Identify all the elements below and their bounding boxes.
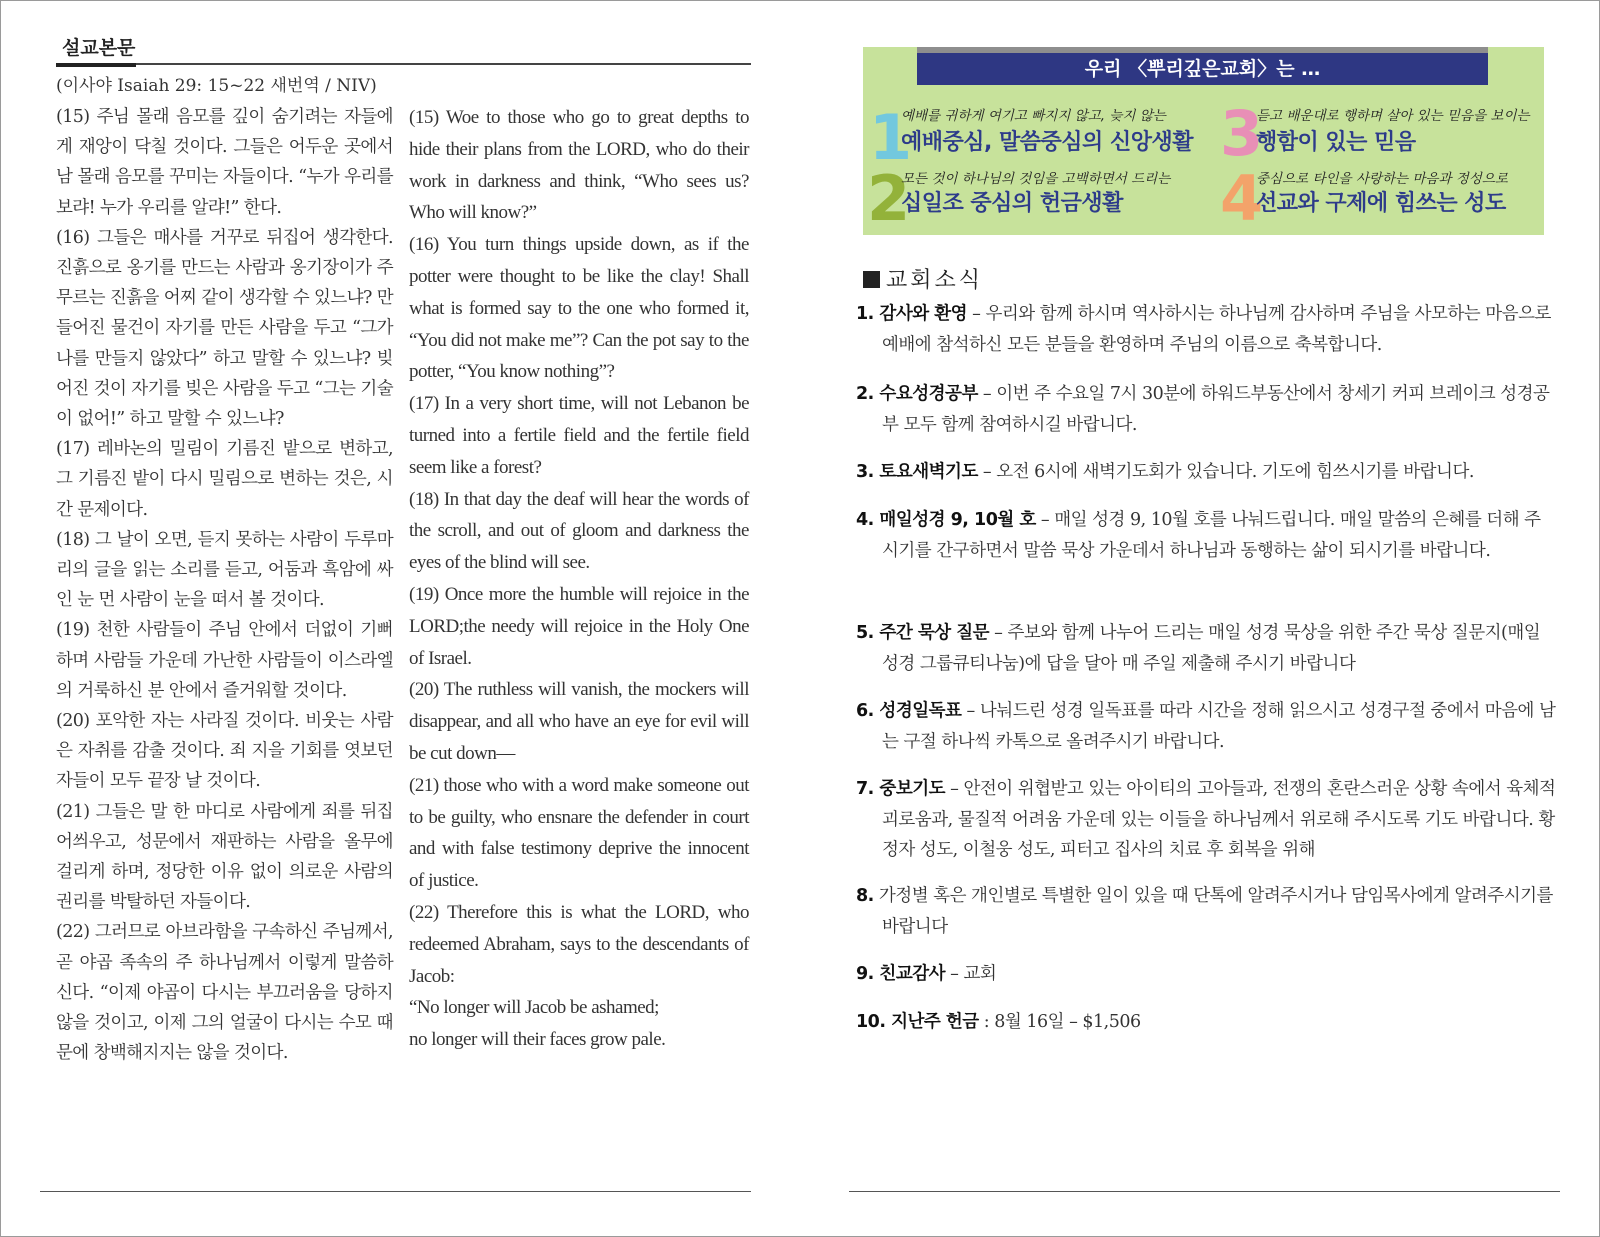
vision-headline: 예배중심, 말씀중심의 신앙생활: [901, 130, 1193, 155]
english-verse: (21) those who with a word make someone out to be guilty, who ensnare the defender in court and with false testimony deprive the innocent of justice.: [409, 774, 749, 892]
news-text: 오전 6시에 새벽기도회가 있습니다. 기도에 힘쓰시기를 바랍니다.: [996, 462, 1474, 482]
news-item: [856, 379, 1556, 440]
news-label: 1. 감사와 환영: [856, 304, 968, 324]
news-label: 8.: [856, 886, 874, 906]
english-verse: (17) In a very short time, will not Lebanon be turned into a fertile field and the fertile field seem like a forest?: [409, 393, 749, 478]
news-label: 4. 매일성경 9, 10월 호: [856, 510, 1036, 530]
news-sep: –: [961, 701, 980, 721]
news-text: 교회: [963, 964, 997, 984]
news-text: 우리와 함께 하시며 역사하시는 하나님께 감사하며 주님을 사모하는 마음으로 예배에 참석하신 모든 분들을 환영하며 주님의 이름으로 축복합니다.: [882, 304, 1551, 355]
korean-verse: (19) 천한 사람들이 주님 안에서 더없이 기뻐하며 사람들 가운데 가난한 사람들이 이스라엘의 거룩하신 분 안에서 즐거워할 것이다.: [56, 620, 393, 701]
news-text: 가정별 혹은 개인별로 특별한 일이 있을 때 단톡에 알려주시거나 담임목사에게 알려주시기를 바랍니다: [878, 886, 1553, 937]
news-item: [856, 505, 1556, 566]
korean-verse: (17) 레바논의 밀림이 기름진 밭으로 변하고, 그 기름진 밭이 다시 밀림으로 변하는 것은, 시간 문제이다.: [56, 439, 393, 520]
news-text: 매일 성경 9, 10월 호를 나눠드립니다. 매일 말씀의 은혜를 더해 주시기를 간구하면서 말씀 묵상 가운데서 하나님과 동행하는 삶이 되시기를 바랍니다.: [882, 510, 1541, 561]
news-text: 안전이 위협받고 있는 아이티의 고아들과, 전쟁의 혼란스러운 상황 속에서 육체적 괴로움과, 물질적 어려움 가운데 있는 이들을 하나님께서 위로해 주시도록 기도 바랍니다. 황정자 성도, 이철웅 성도, 피터고 집사의 치료 후 회복을 위해: [882, 779, 1556, 860]
news-label: 10. 지난주 헌금: [856, 1012, 979, 1032]
english-verse: (19) Once more the humble will rejoice in the LORD;the needy will rejoice in the Holy One of Israel.: [409, 583, 749, 669]
english-verse: (22) Therefore this is what the LORD, who redeemed Abraham, says to the descendants of Jacob:: [409, 901, 749, 987]
korean-verse: (18) 그 날이 오면, 듣지 못하는 사람이 두루마리의 글을 읽는 소리를 듣고, 어둠과 흑암에 싸인 눈 먼 사람이 눈을 떠서 볼 것이다.: [56, 529, 393, 611]
korean-verse: (21) 그들은 말 한 마디로 사람에게 죄를 뒤집어씌우고, 성문에서 재판하는 사람을 올무에 걸리게 하며, 정당한 이유 없이 의로운 사람의 권리를 박탈하던 자들이다.: [56, 801, 393, 913]
news-sep: –: [967, 304, 986, 324]
square-bullet-icon: [863, 271, 880, 288]
vision-headline: 십일조 중심의 헌금생활: [901, 191, 1123, 216]
news-sep: –: [945, 779, 964, 799]
news-sep: –: [1035, 510, 1055, 530]
korean-verse: (15) 주님 몰래 음모를 깊이 숨기려는 자들에게 재앙이 닥칠 것이다. 그들은 어두운 곳에서 남 몰래 음모를 꾸미는 자들이다. “누가 우리를 보랴! 누가 우리를 알랴!” 한다.: [56, 107, 393, 218]
news-item: [856, 618, 1556, 679]
english-verse: (16) You turn things upside down, as if the potter were thought to be like the clay! Shall what is formed say to the one who formed it, “You did not make me”? Can the pot say to the potter, “You know nothing”?: [409, 234, 749, 383]
news-label: 2. 수요성경공부: [856, 384, 978, 404]
banner-title: 우리 〈뿌리깊은교회〉는 …: [917, 47, 1488, 85]
english-verse: no longer will their faces grow pale.: [409, 1029, 666, 1051]
vision-headline: 행함이 있는 믿음: [1256, 130, 1416, 155]
vision-number: 2: [867, 162, 911, 235]
scripture-reference: (이사야 Isaiah 29: 15~22 새번역 / NIV): [56, 76, 377, 96]
news-sep: –: [945, 964, 964, 984]
news-item: [856, 774, 1556, 866]
korean-verse: (16) 그들은 매사를 거꾸로 뒤집어 생각한다. 진흙으로 옹기를 만드는 사람과 옹기장이가 주무르는 진흙을 어찌 같이 생각할 수 있느냐? 만들어진 물건이 자기를 만든 사람을 두고 “그가 나를 만들지 않았다” 하고 말할 수 있느냐? 빚어진 것이 자기를 빚은 사람을 두고 “그는 기술이 없어!” 하고 말할 수 있느냐?: [56, 227, 394, 430]
news-heading: [863, 263, 983, 294]
vision-caption: 모든 것이 하나님의 것임을 고백하면서 드리는: [901, 171, 1171, 187]
vision-headline: 선교와 구제에 힘쓰는 성도: [1256, 191, 1506, 216]
vision-number: 1: [869, 101, 913, 174]
korean-text-column: [56, 102, 393, 1069]
news-item: [856, 457, 1556, 488]
news-sep: :: [978, 1012, 995, 1032]
news-title: 교회소식: [886, 268, 984, 293]
english-verse: (18) In that day the deaf will hear the words of the scroll, and out of gloom and darkness the eyes of the blind will see.: [409, 488, 749, 574]
english-verse: “No longer will Jacob be ashamed;: [409, 997, 659, 1019]
korean-verse: (20) 포악한 자는 사라질 것이다. 비웃는 사람은 자취를 감출 것이다. 죄 지을 기회를 엿보던 자들이 모두 끝장 날 것이다.: [56, 711, 393, 792]
footer-rule-right: [849, 1191, 1560, 1192]
title-underline: [56, 63, 136, 67]
news-label: 9. 친교감사: [856, 964, 946, 984]
church-vision-banner: [863, 47, 1544, 235]
english-verse: (15) Woe to those who go to great depths to hide their plans from the LORD, who do their work in darkness and think, “Who sees us? Who will know?”: [409, 107, 749, 224]
news-item: [856, 1007, 1556, 1038]
news-label: 7. 중보기도: [856, 779, 946, 799]
news-text: 주보와 함께 나누어 드리는 매일 성경 묵상을 위한 주간 묵상 질문지(매일성경 그룹큐티나눔)에 답을 달아 매 주일 제출해 주시기 바랍니다: [882, 623, 1541, 674]
news-text: 8월 16일 – $1,506: [994, 1012, 1141, 1032]
news-label: 5. 주간 묵상 질문: [856, 623, 990, 643]
title-divider: [56, 63, 751, 65]
sermon-title: 설교본문: [62, 37, 136, 59]
news-item: [856, 881, 1556, 942]
news-sep: –: [977, 384, 997, 404]
english-verse: (20) The ruthless will vanish, the mockers will disappear, and all who have an eye for evil will be cut down—: [409, 679, 749, 764]
news-sep: –: [977, 462, 997, 482]
news-label: 3. 토요새벽기도: [856, 462, 978, 482]
vision-caption: 듣고 배운대로 행하며 살아 있는 믿음을 보이는: [1256, 108, 1530, 124]
vision-caption: 중심으로 타인을 사랑하는 마음과 정성으로: [1256, 171, 1508, 187]
news-item: [856, 696, 1556, 757]
vision-caption: 예배를 귀하게 여기고 빠지지 않고, 늦지 않는: [901, 108, 1166, 124]
news-text: 나눠드린 성경 일독표를 따라 시간을 정해 읽으시고 성경구절 중에서 마음에 남는 구절 하나씩 카톡으로 올려주시기 바랍니다.: [882, 701, 1556, 752]
korean-verse: (22) 그러므로 아브라함을 구속하신 주님께서, 곧 야곱 족속의 주 하나님께서 이렇게 말씀하신다. “이제 야곱이 다시는 부끄러움을 당하지 않을 것이고, 이제 그의 얼굴이 다시는 수모 때문에 창백해지지는 않을 것이다.: [56, 922, 393, 1064]
news-sep: –: [989, 623, 1008, 643]
vision-number: 4: [1220, 162, 1264, 235]
news-label: 6. 성경일독표: [856, 701, 962, 721]
news-text: 이번 주 수요일 7시 30분에 하워드부동산에서 창세기 커피 브레이크 성경공부 모두 함께 참여하시길 바랍니다.: [882, 384, 1550, 435]
news-item: [856, 959, 1556, 990]
footer-rule-left: [40, 1191, 751, 1192]
english-text-column: [409, 102, 749, 1056]
news-item: [856, 299, 1556, 360]
vision-number: 3: [1220, 97, 1264, 170]
